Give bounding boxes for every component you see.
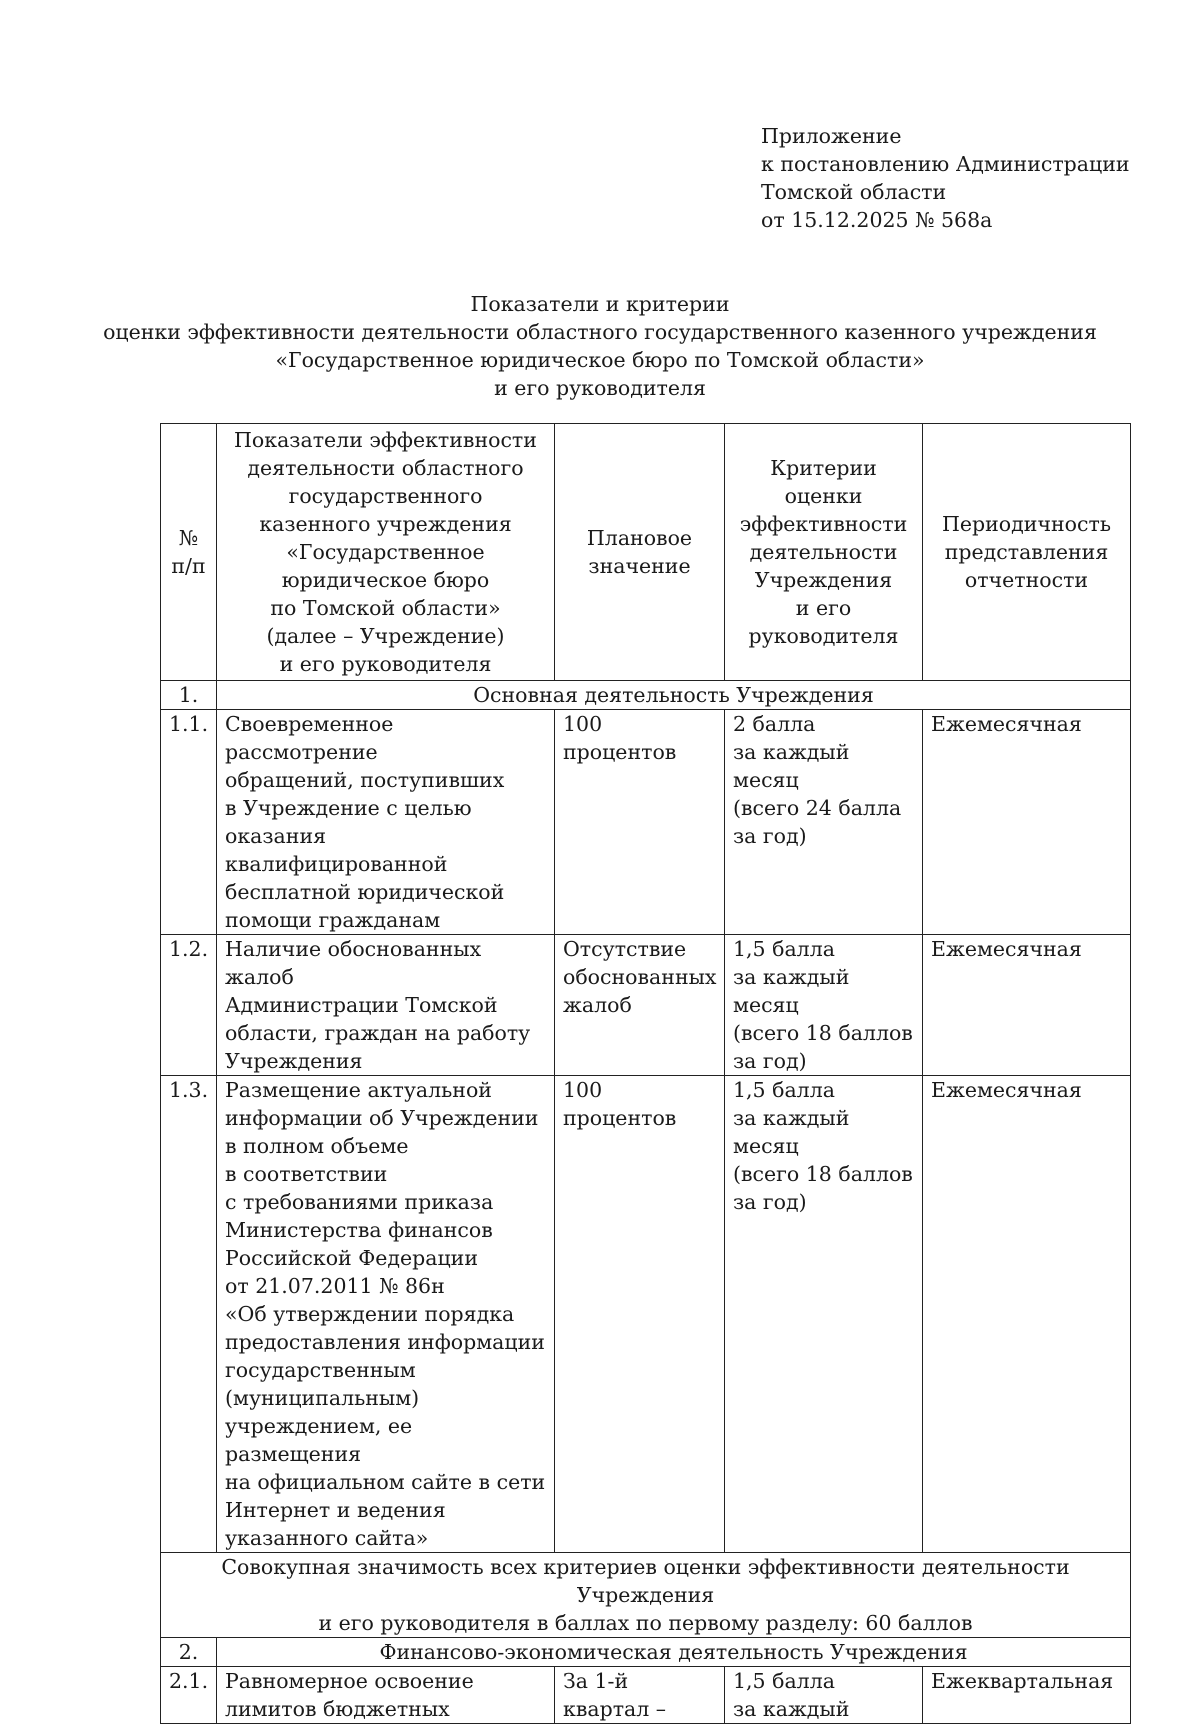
header-num: № п/п: [161, 424, 217, 681]
title-line: оценки эффективности деятельности областного государственного казенного учреждения: [103, 320, 1097, 344]
row-period: Ежемесячная: [923, 1076, 1131, 1553]
title-line: «Государственное юридическое бюро по Томской области»: [275, 348, 925, 372]
row-indicator: Наличие обоснованных жалоб Администрации Томской области, граждан на работу Учреждения: [217, 935, 555, 1076]
table-header-row: [161, 424, 1131, 681]
appendix-line: Приложение: [761, 124, 902, 148]
document-title: [100, 290, 1100, 402]
row-period: Ежеквартальная: [923, 1667, 1131, 1724]
row-criteria: 1,5 балла за каждый месяц (всего 18 баллов за год): [725, 1076, 923, 1553]
criteria-table: [160, 423, 1131, 1724]
appendix-line: Томской области: [761, 180, 947, 204]
row-num: 2.1.: [161, 1667, 217, 1724]
title-line: Показатели и критерии: [470, 292, 730, 316]
row-period: Ежемесячная: [923, 710, 1131, 935]
section-row: [161, 681, 1131, 710]
table-row: [161, 1076, 1131, 1553]
section-summary: Совокупная значимость всех критериев оценки эффективности деятельности Учреждения и его руководителя в баллах по первому разделу: 60 баллов: [161, 1553, 1131, 1638]
header-period: Периодичность представления отчетности: [923, 424, 1131, 681]
row-plan: 100 процентов: [555, 710, 725, 935]
header-criteria: Критерии оценки эффективности деятельности Учреждения и его руководителя: [725, 424, 923, 681]
section-row: [161, 1638, 1131, 1667]
section-title: Основная деятельность Учреждения: [217, 681, 1131, 710]
table-row: [161, 935, 1131, 1076]
section-num: 2.: [161, 1638, 217, 1667]
header-plan: Плановое значение: [555, 424, 725, 681]
section-num: 1.: [161, 681, 217, 710]
section-title: Финансово-экономическая деятельность Учреждения: [217, 1638, 1131, 1667]
row-indicator: Равномерное освоение лимитов бюджетных: [217, 1667, 555, 1724]
appendix-block: [761, 122, 1130, 234]
row-criteria: 1,5 балла за каждый: [725, 1667, 923, 1724]
row-indicator: Своевременное рассмотрение обращений, поступивших в Учреждение с целью оказания квалифицированной бесплатной юридической помощи гражданам: [217, 710, 555, 935]
row-plan: 100 процентов: [555, 1076, 725, 1553]
title-line: и его руководителя: [494, 376, 706, 400]
row-period: Ежемесячная: [923, 935, 1131, 1076]
table-row: [161, 710, 1131, 935]
row-num: 1.1.: [161, 710, 217, 935]
row-criteria: 1,5 балла за каждый месяц (всего 18 баллов за год): [725, 935, 923, 1076]
row-indicator: Размещение актуальной информации об Учреждении в полном объеме в соответствии с требованиями приказа Министерства финансов Российской Федерации от 21.07.2011 № 86н «Об утверждении порядка предоставления информации государственным (муниципальным) учреждением, ее размещения на официальном сайте в сети Интернет и ведения указанного сайта»: [217, 1076, 555, 1553]
row-num: 1.2.: [161, 935, 217, 1076]
header-indicator: Показатели эффективности деятельности областного государственного казенного учреждения «Государственное юридическое бюро по Томской области» (далее – Учреждение) и его руководителя: [217, 424, 555, 681]
row-criteria: 2 балла за каждый месяц (всего 24 балла за год): [725, 710, 923, 935]
table-row: [161, 1667, 1131, 1724]
appendix-line: от 15.12.2025 № 568а: [761, 208, 993, 232]
row-num: 1.3.: [161, 1076, 217, 1553]
summary-row: [161, 1553, 1131, 1638]
row-plan: За 1-й квартал –: [555, 1667, 725, 1724]
row-plan: Отсутствие обоснованных жалоб: [555, 935, 725, 1076]
appendix-line: к постановлению Администрации: [761, 152, 1130, 176]
